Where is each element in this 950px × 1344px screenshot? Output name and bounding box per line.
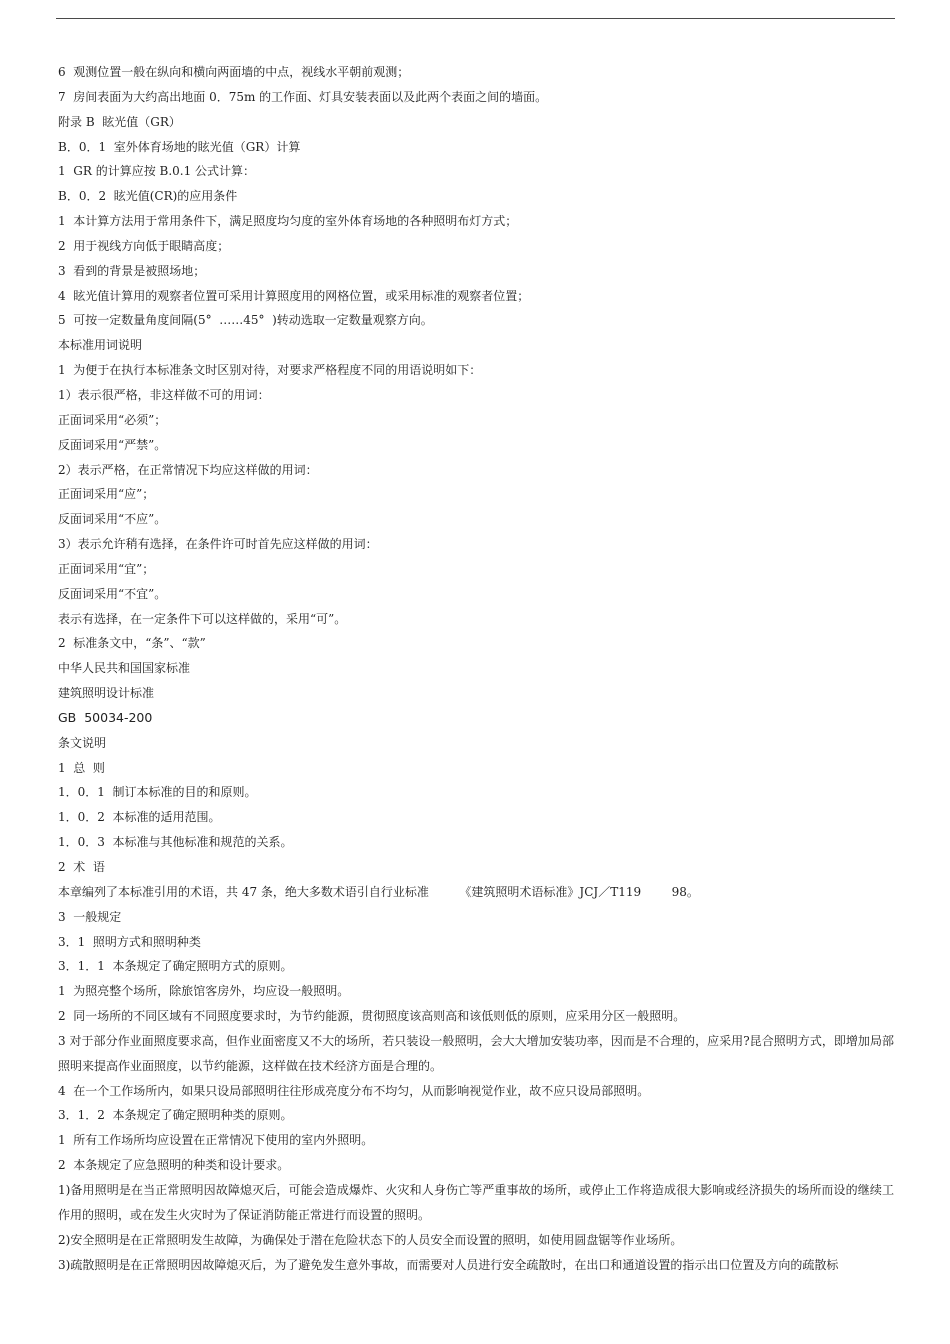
- text-line: 7 房间表面为大约高出地面 0．75m 的工作面、灯具安装表面以及此两个表面之间的墙面。: [58, 89, 548, 104]
- text-line: 反面词采用“严禁”。: [58, 437, 167, 452]
- chapter-heading: 2 术 语: [58, 860, 105, 874]
- header-rule: [56, 18, 895, 19]
- text-line: 表示有选择，在一定条件下可以这样做的，采用“可”。: [58, 611, 347, 626]
- text-line: 1 为照亮整个场所，除旅馆客房外，均应设一般照明。: [58, 984, 350, 999]
- text-line: 2 本条规定了应急照明的种类和设计要求。: [58, 1158, 290, 1173]
- standard-code: GB 50034-200: [58, 709, 153, 725]
- chapter-heading: 1 总 则: [58, 760, 105, 775]
- text-line: 1．0．1 制订本标准的目的和原则。: [58, 785, 257, 800]
- chapter-heading: 3 一般规定: [58, 909, 122, 924]
- standard-issuer: 中华人民共和国国家标准: [58, 661, 191, 676]
- text-paragraph: 3 对于部分作业面照度要求高，但作业面密度又不大的场所，若只装设一般照明，会大大增加安装功率，因而是不合理的，应采用?昆合照明方式，即增加局部照明来提高作业面照度，以节约能源，这样做在技术经济方面是合理的。: [58, 1033, 894, 1073]
- text-line: 1）表示很严格，非这样做不可的用词：: [58, 387, 270, 402]
- section-heading: 条文说明: [58, 735, 107, 750]
- section-heading: 本标准用词说明: [58, 338, 143, 353]
- text-line: 5 可按一定数量角度间隔(5° ……45° )转动选取一定数量观察方向。: [58, 313, 433, 328]
- text-line: 正面词采用“应”；: [58, 487, 155, 502]
- document-body: [58, 60, 894, 1277]
- text-line: 2 同一场所的不同区域有不同照度要求时，为节约能源，贯彻照度该高则高和该低则低的原则，应采用分区一般照明。: [58, 1009, 686, 1024]
- text-line: 3．1．2 本条规定了确定照明种类的原则。: [58, 1108, 293, 1123]
- text-line: 2 用于视线方向低于眼睛高度；: [58, 238, 230, 253]
- text-line: 2）表示严格，在正常情况下均应这样做的用词：: [58, 462, 318, 477]
- section-heading: 3．1 照明方式和照明种类: [58, 934, 201, 949]
- text-line: 反面词采用“不应”。: [58, 512, 167, 527]
- text-line: 3 看到的背景是被照场地；: [58, 263, 206, 278]
- text-line: 2 标准条文中，“条”、“款”: [58, 636, 206, 651]
- section-heading: B．0．2 眩光值(CR)的应用条件: [58, 189, 238, 204]
- text-line: 1．0．3 本标准与其他标准和规范的关系。: [58, 835, 293, 850]
- text-line: 3．1．1 本条规定了确定照明方式的原则。: [58, 959, 293, 974]
- appendix-heading: 附录 B 眩光值（GR）: [58, 114, 181, 129]
- text-line: 3）表示允许稍有选择，在条件许可时首先应这样做的用词：: [58, 537, 378, 552]
- text-line: 3)疏散照明是在正常照明因故障熄灭后，为了避免发生意外事故，而需要对人员进行安全疏散时，在出口和通道设置的指示出口位置及方向的疏散标: [58, 1257, 839, 1272]
- text-line: 反面词采用“不宜”。: [58, 586, 167, 601]
- text-line: 1 为便于在执行本标准条文时区别对待，对要求严格程度不同的用语说明如下：: [58, 363, 482, 378]
- text-line: 4 眩光值计算用的观察者位置可采用计算照度用的网格位置，或采用标准的观察者位置；: [58, 288, 530, 303]
- text-line: 1 GR 的计算应按 B.0.1 公式计算：: [58, 164, 256, 179]
- text-line: 1．0．2 本标准的适用范围。: [58, 810, 221, 825]
- text-line: 正面词采用“必须”；: [58, 412, 167, 427]
- text-line: 6 观测位置一般在纵向和横向两面墙的中点，视线水平朝前观测；: [58, 65, 410, 79]
- text-line: 正面词采用“宜”；: [58, 561, 155, 576]
- standard-title: 建筑照明设计标准: [58, 686, 155, 701]
- text-line: 本章编列了本标准引用的术语，共 47 条，绝大多数术语引自行业标准 《建筑照明术语标准》JCJ／T119 98。: [58, 884, 699, 899]
- section-heading: B．0．1 室外体育场地的眩光值（GR）计算: [58, 139, 301, 154]
- text-line: 1 本计算方法用于常用条件下，满足照度均匀度的室外体育场地的各种照明布灯方式；: [58, 214, 518, 229]
- text-line: 2)安全照明是在正常照明发生故障，为确保处于潜在危险状态下的人员安全而设置的照明，如使用圆盘锯等作业场所。: [58, 1232, 683, 1247]
- text-paragraph: 1)备用照明是在当正常照明因故障熄灭后，可能会造成爆炸、火灾和人身伤亡等严重事故的场所，或停止工作将造成很大影响或经济损失的场所而设的继续工作用的照明，或在发生火灾时为了保证消防能正常进行而设置的照明。: [58, 1182, 894, 1222]
- text-line: 1 所有工作场所均应设置在正常情况下使用的室内外照明。: [58, 1133, 374, 1148]
- text-line: 4 在一个工作场所内，如果只设局部照明往往形成亮度分布不均匀，从而影响视觉作业，故不应只设局部照明。: [58, 1083, 650, 1098]
